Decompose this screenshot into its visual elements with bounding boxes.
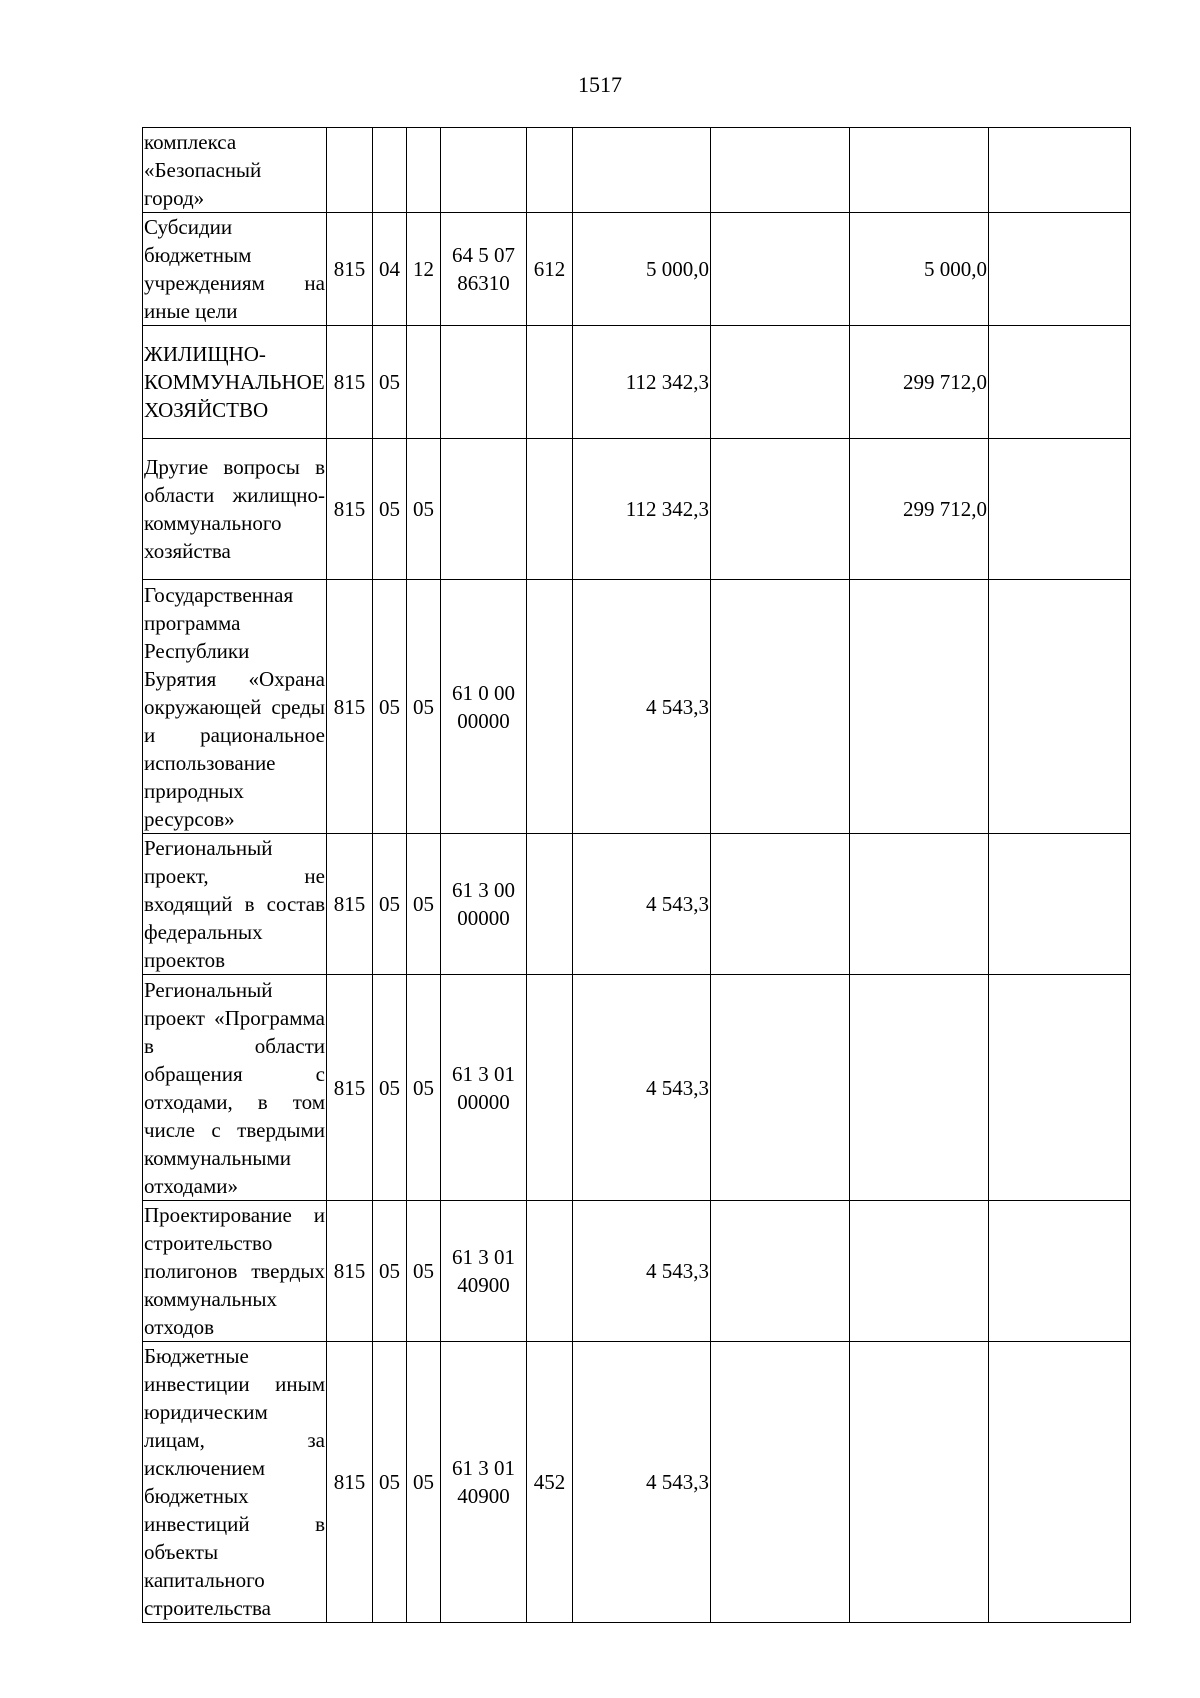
section-code: 05 [373, 439, 407, 580]
row-name: Проектирование и строительство полигонов твердых коммунальных отходов [143, 1201, 327, 1342]
amount-2 [711, 128, 850, 213]
amount-3 [850, 1201, 989, 1342]
table-row [143, 326, 1131, 439]
target-article-line2: 40900 [457, 1273, 510, 1297]
subsection-code: 12 [407, 213, 441, 326]
row-name: Региональный проект, не входящий в состав федеральных проектов [143, 834, 327, 975]
subsection-code: 05 [407, 439, 441, 580]
amount-1: 112 342,3 [573, 326, 711, 439]
row-name: Государственная программа Республики Бурятия «Охрана окружающей среды и рациональное использование природных ресурсов» [143, 580, 327, 834]
target-article [441, 975, 527, 1201]
amount-1: 4 543,3 [573, 1201, 711, 1342]
table-row [143, 439, 1131, 580]
ministry-code: 815 [327, 975, 373, 1201]
expense-type [527, 326, 573, 439]
expense-type [527, 834, 573, 975]
amount-2 [711, 1342, 850, 1623]
target-article [441, 1201, 527, 1342]
target-article-line1: 61 3 01 [452, 1245, 515, 1269]
ministry-code: 815 [327, 1201, 373, 1342]
target-article-line2: 00000 [457, 906, 510, 930]
amount-4 [989, 975, 1131, 1201]
row-name: Региональный проект «Программа в области обращения с отходами, в том числе с твердыми коммунальными отходами» [143, 975, 327, 1201]
amount-4 [989, 1201, 1131, 1342]
amount-1: 4 543,3 [573, 580, 711, 834]
amount-4 [989, 128, 1131, 213]
amount-2 [711, 1201, 850, 1342]
table-row [143, 580, 1131, 834]
row-name: комплекса «Безопасный город» [143, 128, 327, 213]
table-row [143, 834, 1131, 975]
amount-2 [711, 213, 850, 326]
target-article [441, 326, 527, 439]
amount-2 [711, 439, 850, 580]
subsection-code [407, 326, 441, 439]
subsection-code: 05 [407, 1201, 441, 1342]
table-row [143, 1342, 1131, 1623]
row-name: Другие вопросы в области жилищно-коммунального хозяйства [143, 439, 327, 580]
table-body [143, 128, 1131, 1623]
target-article [441, 213, 527, 326]
row-name: ЖИЛИЩНО-КОММУНАЛЬНОЕ ХОЗЯЙСТВО [143, 326, 327, 439]
amount-1: 112 342,3 [573, 439, 711, 580]
expense-type: 612 [527, 213, 573, 326]
section-code [373, 128, 407, 213]
page-number: 1517 [578, 72, 622, 97]
expense-type [527, 975, 573, 1201]
ministry-code: 815 [327, 439, 373, 580]
subsection-code: 05 [407, 834, 441, 975]
table-row [143, 213, 1131, 326]
amount-1: 4 543,3 [573, 834, 711, 975]
ministry-code: 815 [327, 834, 373, 975]
table-row [143, 975, 1131, 1201]
amount-1: 4 543,3 [573, 975, 711, 1201]
section-code: 05 [373, 1201, 407, 1342]
target-article-line1: 61 3 01 [452, 1456, 515, 1480]
expense-type [527, 439, 573, 580]
amount-3 [850, 834, 989, 975]
target-article-line2: 00000 [457, 1089, 510, 1114]
target-article [441, 128, 527, 213]
subsection-code [407, 128, 441, 213]
amount-1: 5 000,0 [573, 213, 711, 326]
section-code: 05 [373, 834, 407, 975]
target-article-line1: 61 3 00 [452, 878, 515, 902]
section-code: 05 [373, 975, 407, 1201]
ministry-code: 815 [327, 1342, 373, 1623]
amount-4 [989, 213, 1131, 326]
target-article-line1: 61 3 01 [452, 1061, 515, 1086]
subsection-code: 05 [407, 1342, 441, 1623]
section-code: 05 [373, 326, 407, 439]
row-name: Субсидии бюджетным учреждениям на иные цели [143, 213, 327, 326]
target-article [441, 1342, 527, 1623]
amount-2 [711, 834, 850, 975]
amount-4 [989, 1342, 1131, 1623]
amount-1: 4 543,3 [573, 1342, 711, 1623]
target-article [441, 439, 527, 580]
subsection-code: 05 [407, 580, 441, 834]
table-row [143, 1201, 1131, 1342]
section-code: 05 [373, 1342, 407, 1623]
amount-3: 299 712,0 [850, 326, 989, 439]
amount-2 [711, 580, 850, 834]
target-article-line2: 86310 [457, 271, 510, 295]
budget-table [142, 127, 1131, 1623]
amount-3 [850, 975, 989, 1201]
target-article-line1: 64 5 07 [452, 243, 515, 267]
ministry-code: 815 [327, 213, 373, 326]
ministry-code: 815 [327, 326, 373, 439]
target-article-line2: 00000 [457, 708, 510, 733]
ministry-code [327, 128, 373, 213]
amount-4 [989, 580, 1131, 834]
amount-3 [850, 128, 989, 213]
row-name: Бюджетные инвестиции иным юридическим лицам, за исключением бюджетных инвестиций в объекты капитального строительства [143, 1342, 327, 1623]
expense-type [527, 128, 573, 213]
section-code: 04 [373, 213, 407, 326]
amount-4 [989, 834, 1131, 975]
amount-4 [989, 439, 1131, 580]
section-code: 05 [373, 580, 407, 834]
amount-3: 299 712,0 [850, 439, 989, 580]
expense-type: 452 [527, 1342, 573, 1623]
expense-type [527, 1201, 573, 1342]
target-article [441, 580, 527, 834]
amount-3 [850, 580, 989, 834]
ministry-code: 815 [327, 580, 373, 834]
expense-type [527, 580, 573, 834]
subsection-code: 05 [407, 975, 441, 1201]
amount-2 [711, 975, 850, 1201]
amount-3: 5 000,0 [850, 213, 989, 326]
amount-1 [573, 128, 711, 213]
amount-4 [989, 326, 1131, 439]
amount-3 [850, 1342, 989, 1623]
amount-2 [711, 326, 850, 439]
target-article-line1: 61 0 00 [452, 680, 515, 705]
table-row [143, 128, 1131, 213]
target-article-line2: 40900 [457, 1484, 510, 1508]
target-article [441, 834, 527, 975]
